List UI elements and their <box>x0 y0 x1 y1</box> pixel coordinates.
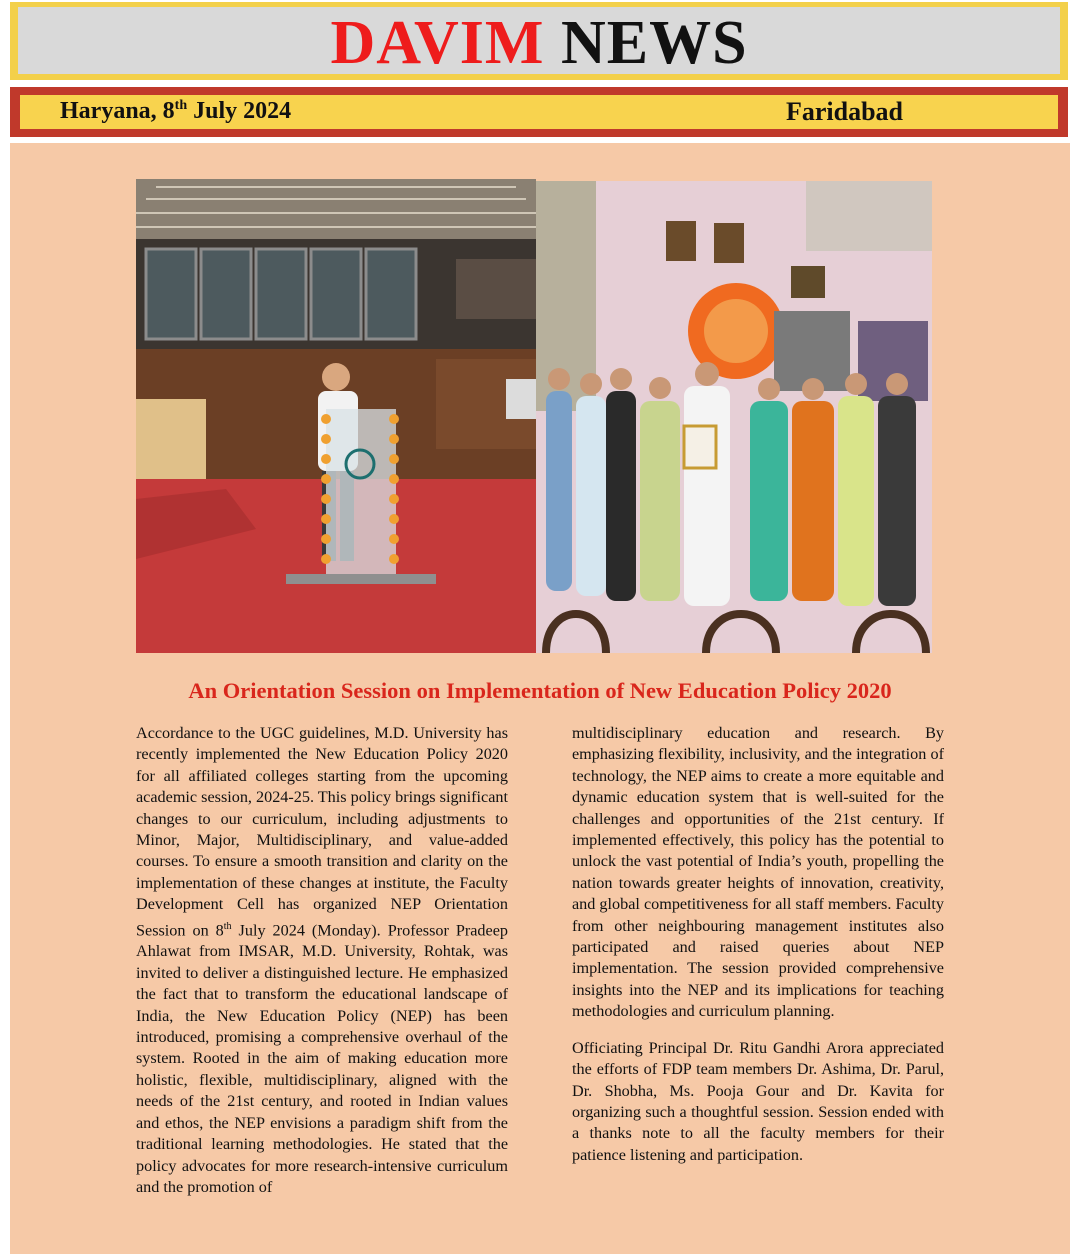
group-certificate-photo <box>536 181 932 653</box>
article-paragraph-2: multidisciplinary education and research. By emphasizing flexibility, inclusivity, and the integration of technology, the NEP aims to create a more equitable and dynamic education system that is well-suited for the challenges and opportunities of the 21st century. If implemented effectively, this policy has the potential to unlock the vast potential of India’s youth, propelling the nation towards greater heights of innovation, creativity, and global competitiveness for all staff members. Faculty from other neighbouring management institutes also participated and raised queries about NEP implementation. The session provided comprehensive insights into the NEP and its implications for teaching methodologies and curriculum planning. <box>572 724 944 1021</box>
masthead-banner <box>18 7 1060 77</box>
title-davim: DAVIM <box>330 9 545 77</box>
dateline-inner <box>20 95 1058 129</box>
date-month-year: July 2024 <box>187 98 292 124</box>
speaker-photo-illustration <box>136 179 536 653</box>
article-paragraph-3: Officiating Principal Dr. Ritu Gandhi Arora appreciated the efforts of FDP team members Dr. Ashima, Dr. Parul, Dr. Shobha, Ms. Pooja Gour and Dr. Kavita for organizing such a thoughtful session. Session ended with a thanks note to all the faculty members for their patience listening and participation. <box>572 1038 944 1164</box>
paragraph-superscript: th <box>223 920 232 932</box>
issue-date <box>60 98 291 125</box>
group-photo-illustration <box>536 181 932 653</box>
issue-city: Faridabad <box>785 97 903 126</box>
article-headline: An Orientation Session on Implementation of New Education Policy 2020 <box>188 678 892 703</box>
speaker-at-podium-photo <box>136 179 536 653</box>
masthead <box>10 2 1068 80</box>
article-column-left <box>136 723 508 1198</box>
dateline-bar <box>10 87 1068 137</box>
newsletter-title <box>18 7 1060 79</box>
title-news: NEWS <box>560 9 748 77</box>
paragraph-text-part-2: July 2024 (Monday). Professor Pradeep Ahlawat from IMSAR, M.D. University, Rohtak, was invited to deliver a distinguished lecture. He emphasized the fact that to transform the educational landscape of India, the New Education Policy (NEP) has been introduced, promising a comprehensive overhaul of the system. Rooted in the aim of making education more holistic, flexible, multidisciplinary, aligned with the needs of the 21st century, and rooted in Indian values and ethos, the NEP envisions a paradigm shift from the traditional learning methodologies. He stated that the policy advocates for more research-intensive curriculum and the promotion of <box>136 921 508 1196</box>
date-superscript: th <box>174 98 188 113</box>
article-paragraph-1 <box>136 723 508 1198</box>
paragraph-text-part-1: Accordance to the UGC guidelines, M.D. University has recently implemented the New Education Policy 2020 for all affiliated colleges starting from the upcoming academic session, 2024-25. This policy brings significant changes to our curriculum, including adjustments to Minor, Major, Multidisciplinary, and value-added courses. To ensure a smooth transition and clarity on the implementation of these changes at institute, the Faculty Development Cell has organized NEP Orientation Session on 8 <box>136 724 508 940</box>
article-column-right <box>572 723 944 1166</box>
article-page <box>10 143 1070 1254</box>
date-place: Haryana, 8 <box>60 98 175 124</box>
